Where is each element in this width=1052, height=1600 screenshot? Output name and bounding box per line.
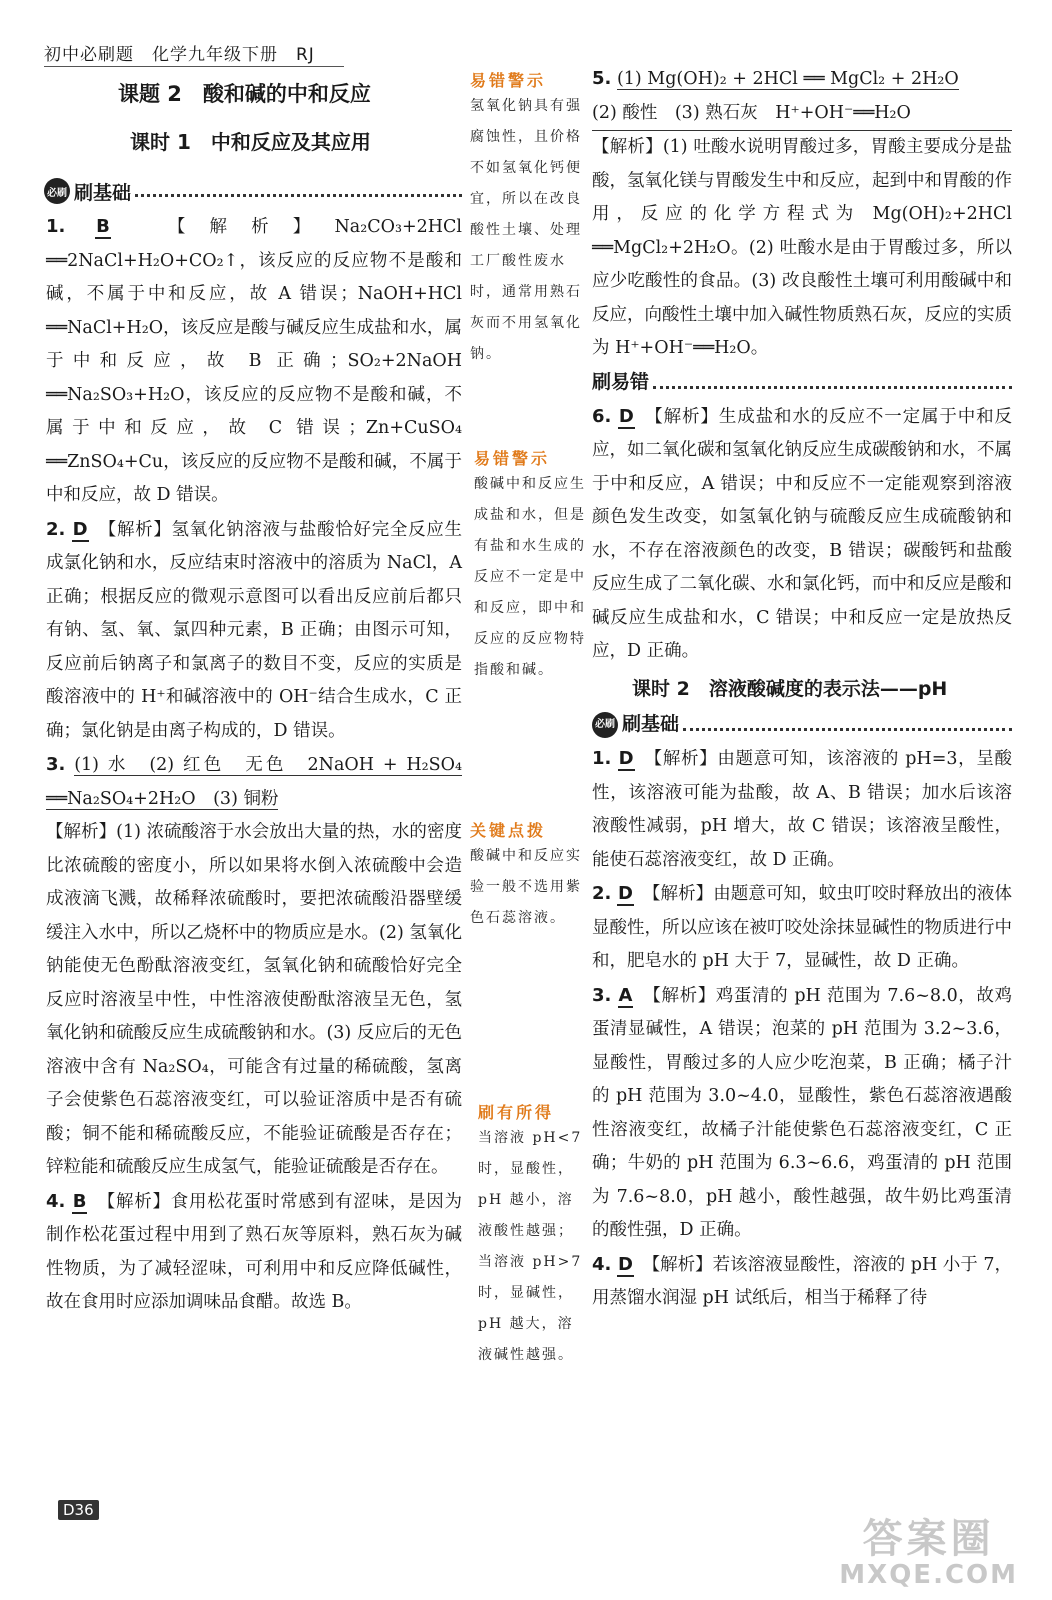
side-note-3: 关键点拨 酸碱中和反应实验一般不选用紫色石蕊溶液。 xyxy=(470,821,582,926)
watermark-bottom: MXQE.COM xyxy=(839,1560,1018,1590)
answer-item-3-analysis: 【解析】(1) 浓硫酸溶于水会放出大量的热，水的密度比浓硫酸的密度小，所以如果将水倒入浓硫酸中会造成液滴飞溅，故稀释浓硫酸时，要把浓硫酸沿器壁缓缓注入水中，所以乙烧杯中的物质应是水。(2) 氢氧化钠能使无色酚酞溶液变红，氢氧化钠和硫酸恰好完全反应时溶液呈中性，中性溶液使酚酞溶液呈无色，氢氧化钠和硫酸反应生成硫酸钠和水。(3) 反应后的无色溶液中含有 Na₂SO₄，可能含有过量的稀硫酸，氢离子会使紫色石蕊溶液变红，可以验证溶质中是否有硫酸；铜不能和稀硫酸反应，不能验证硫酸是否存在；锌粒能和硫酸反应生成氢气，能验证硫酸是否存在。 xyxy=(46,822,462,1177)
dotted-rule xyxy=(683,727,1012,731)
answer-item-5: 5. (1) Mg(OH)₂ + 2HCl ══ MgCl₂ + 2H₂O xyxy=(592,68,959,89)
ph-answer-3: 3. A 【解析】鸡蛋清的 pH 范围为 7.6~8.0，故鸡蛋清显碱性，A 错误；泡菜的 pH 范围为 3.2~3.6，显酸性，胃酸过多的人应少吃泡菜，B 正确；橘子汁的 pH 范围为 3.0~4.0，显酸性，紫色石蕊溶液遇酸性溶液变红，故橘子汁能使紫色石蕊溶液变红，C 正确；牛奶的 pH 范围为 6.3~6.6，鸡蛋清的 pH 范围为 7.6~8.0，pH 越小，酸性越强，故牛奶比鸡蛋清的酸性强，D 正确。 xyxy=(592,984,1012,1240)
badge-jichu-2: 必刷 刷基础 xyxy=(592,710,1012,740)
book-header: 初中必刷题 化学九年级下册 RJ xyxy=(44,45,315,65)
answer-item-4: 4. B 【解析】食用松花蛋时常感到有涩味，是因为制作松花蛋过程中用到了熟石灰等原料，熟石灰为碱性物质，为了减轻涩味，可利用中和反应降低碱性，故在食用时应添加调味品食醋。故选 B。 xyxy=(46,1190,463,1312)
right-column xyxy=(592,62,1012,1316)
dotted-rule xyxy=(653,385,1012,389)
header-rule xyxy=(44,66,344,67)
page-number: D36 xyxy=(58,1500,99,1520)
sub-title-2: 课时 2 溶液酸碱度的表示法——pH xyxy=(632,677,948,700)
side-note-2: 易错警示 酸碱中和反应生成盐和水，但是有盐和水生成的反应不一定是中和反应，即中和反应的反应物特指酸和碱。 xyxy=(474,449,586,678)
left-column xyxy=(46,210,462,1320)
badge-icon: 必刷 xyxy=(44,178,70,204)
answer-item-1: 1. B 【解析】Na₂CO₃+2HCl ══2NaCl+H₂O+CO₂↑，该反应的反应物不是酸和碱，不属于中和反应，故 A 错误；NaOH+HCl ══NaCl+H₂O，该反应是酸与碱反应生成盐和水，属于中和反应，故 B 正确；SO₂+2NaOH ══Na₂SO₃+H₂O，该反应的反应物不是酸和碱，不属于中和反应，故 C 错误；Zn+CuSO₄ ══ZnSO₄+Cu，该反应的反应物不是酸和碱，不属于中和反应，故 D 错误。 xyxy=(46,216,463,505)
lesson-title: 课题 2 酸和碱的中和反应 xyxy=(118,82,371,106)
badge-jichu-1 xyxy=(44,176,462,206)
answer-item-5-analysis: 【解析】(1) 吐酸水说明胃酸过多，胃酸主要成分是盐酸，氢氧化镁与胃酸发生中和反应，起到中和胃酸的作用，反应的化学方程式为 Mg(OH)₂+2HCl ══MgCl₂+2H₂O。(2) 吐酸水是由于胃酸过多，所以应少吃酸性的食品。(3) 改良酸性土壤可利用酸碱中和反应，向酸性土壤中加入碱性物质熟石灰，反应的实质为 H⁺+OH⁻══H₂O。 xyxy=(592,137,1012,358)
answer-item-5-line2: (2) 酸性 (3) 熟石灰 H⁺+OH⁻══H₂O xyxy=(592,97,1012,132)
dotted-rule xyxy=(135,193,462,197)
side-note-1: 易错警示 氢氧化钠具有强腐蚀性，且价格不如氢氧化钙便宜，所以在改良酸性土壤、处理工厂酸性废水时，通常用熟石灰而不用氢氧化钠。 xyxy=(470,71,582,362)
sub-title-1: 课时 1 中和反应及其应用 xyxy=(130,130,371,154)
ph-answer-2: 2. D 【解析】由题意可知，蚊虫叮咬时释放出的液体显酸性，所以应该在被叮咬处涂抹显碱性的物质进行中和，肥皂水的 pH 大于 7，显碱性，故 D 正确。 xyxy=(592,883,1013,971)
badge-icon: 必刷 xyxy=(592,712,618,738)
answer-item-6: 6. D 【解析】生成盐和水的反应不一定属于中和反应，如二氧化碳和氢氧化钠反应生成碳酸钠和水，不属于中和反应，A 错误；中和反应不一定能观察到溶液颜色发生改变，如氢氧化钠与硫酸反应生成硫酸钠和水，不存在溶液颜色的改变，B 错误；碳酸钙和盐酸反应生成了二氧化碳、水和氯化钙，而中和反应是酸和碱反应生成盐和水，C 错误；中和反应一定是放热反应，D 正确。 xyxy=(592,405,1013,661)
watermark-top: 答案圈 xyxy=(862,1516,995,1562)
ph-answer-1: 1. D 【解析】由题意可知，该溶液的 pH=3，呈酸性，该溶液可能为盐酸，故 A、B 错误；加水后该溶液酸性减弱，pH 增大，故 C 错误；该溶液呈酸性，能使石蕊溶液变红，故 D 正确。 xyxy=(592,748,1012,870)
badge-yicuo: 刷易错 xyxy=(592,368,1012,398)
answer-item-2: 2. D 【解析】氢氧化钠溶液与盐酸恰好完全反应生成氯化钠和水，反应结束时溶液中的溶质为 NaCl，A 正确；根据反应的微观示意图可以看出反应前后都只有钠、氢、氧、氯四种元素，B 正确；由图示可知，反应前后钠离子和氯离子的数目不变，反应的实质是酸溶液中的 H⁺和碱溶液中的 OH⁻结合生成水，C 正确；氯化钠是由离子构成的，D 错误。 xyxy=(46,518,462,741)
badge-label: 刷基础 xyxy=(74,181,132,204)
ph-answer-4: 4. D 【解析】若该溶液显酸性，溶液的 pH 小于 7，用蒸馏水润湿 pH 试纸后，相当于稀释了待 xyxy=(592,1253,1012,1308)
answer-item-3: 3. (1) 水 (2) 红色 无色 2NaOH + H₂SO₄ ══Na₂SO₄+2H₂O (3) 铜粉 xyxy=(46,754,462,809)
watermark xyxy=(839,1518,1018,1590)
side-note-4: 刷有所得 当溶液 pH<7 时，显酸性，pH 越小，溶液酸性越强；当溶液 pH>7 时，显碱性，pH 越大，溶液碱性越强。 xyxy=(478,1103,583,1363)
